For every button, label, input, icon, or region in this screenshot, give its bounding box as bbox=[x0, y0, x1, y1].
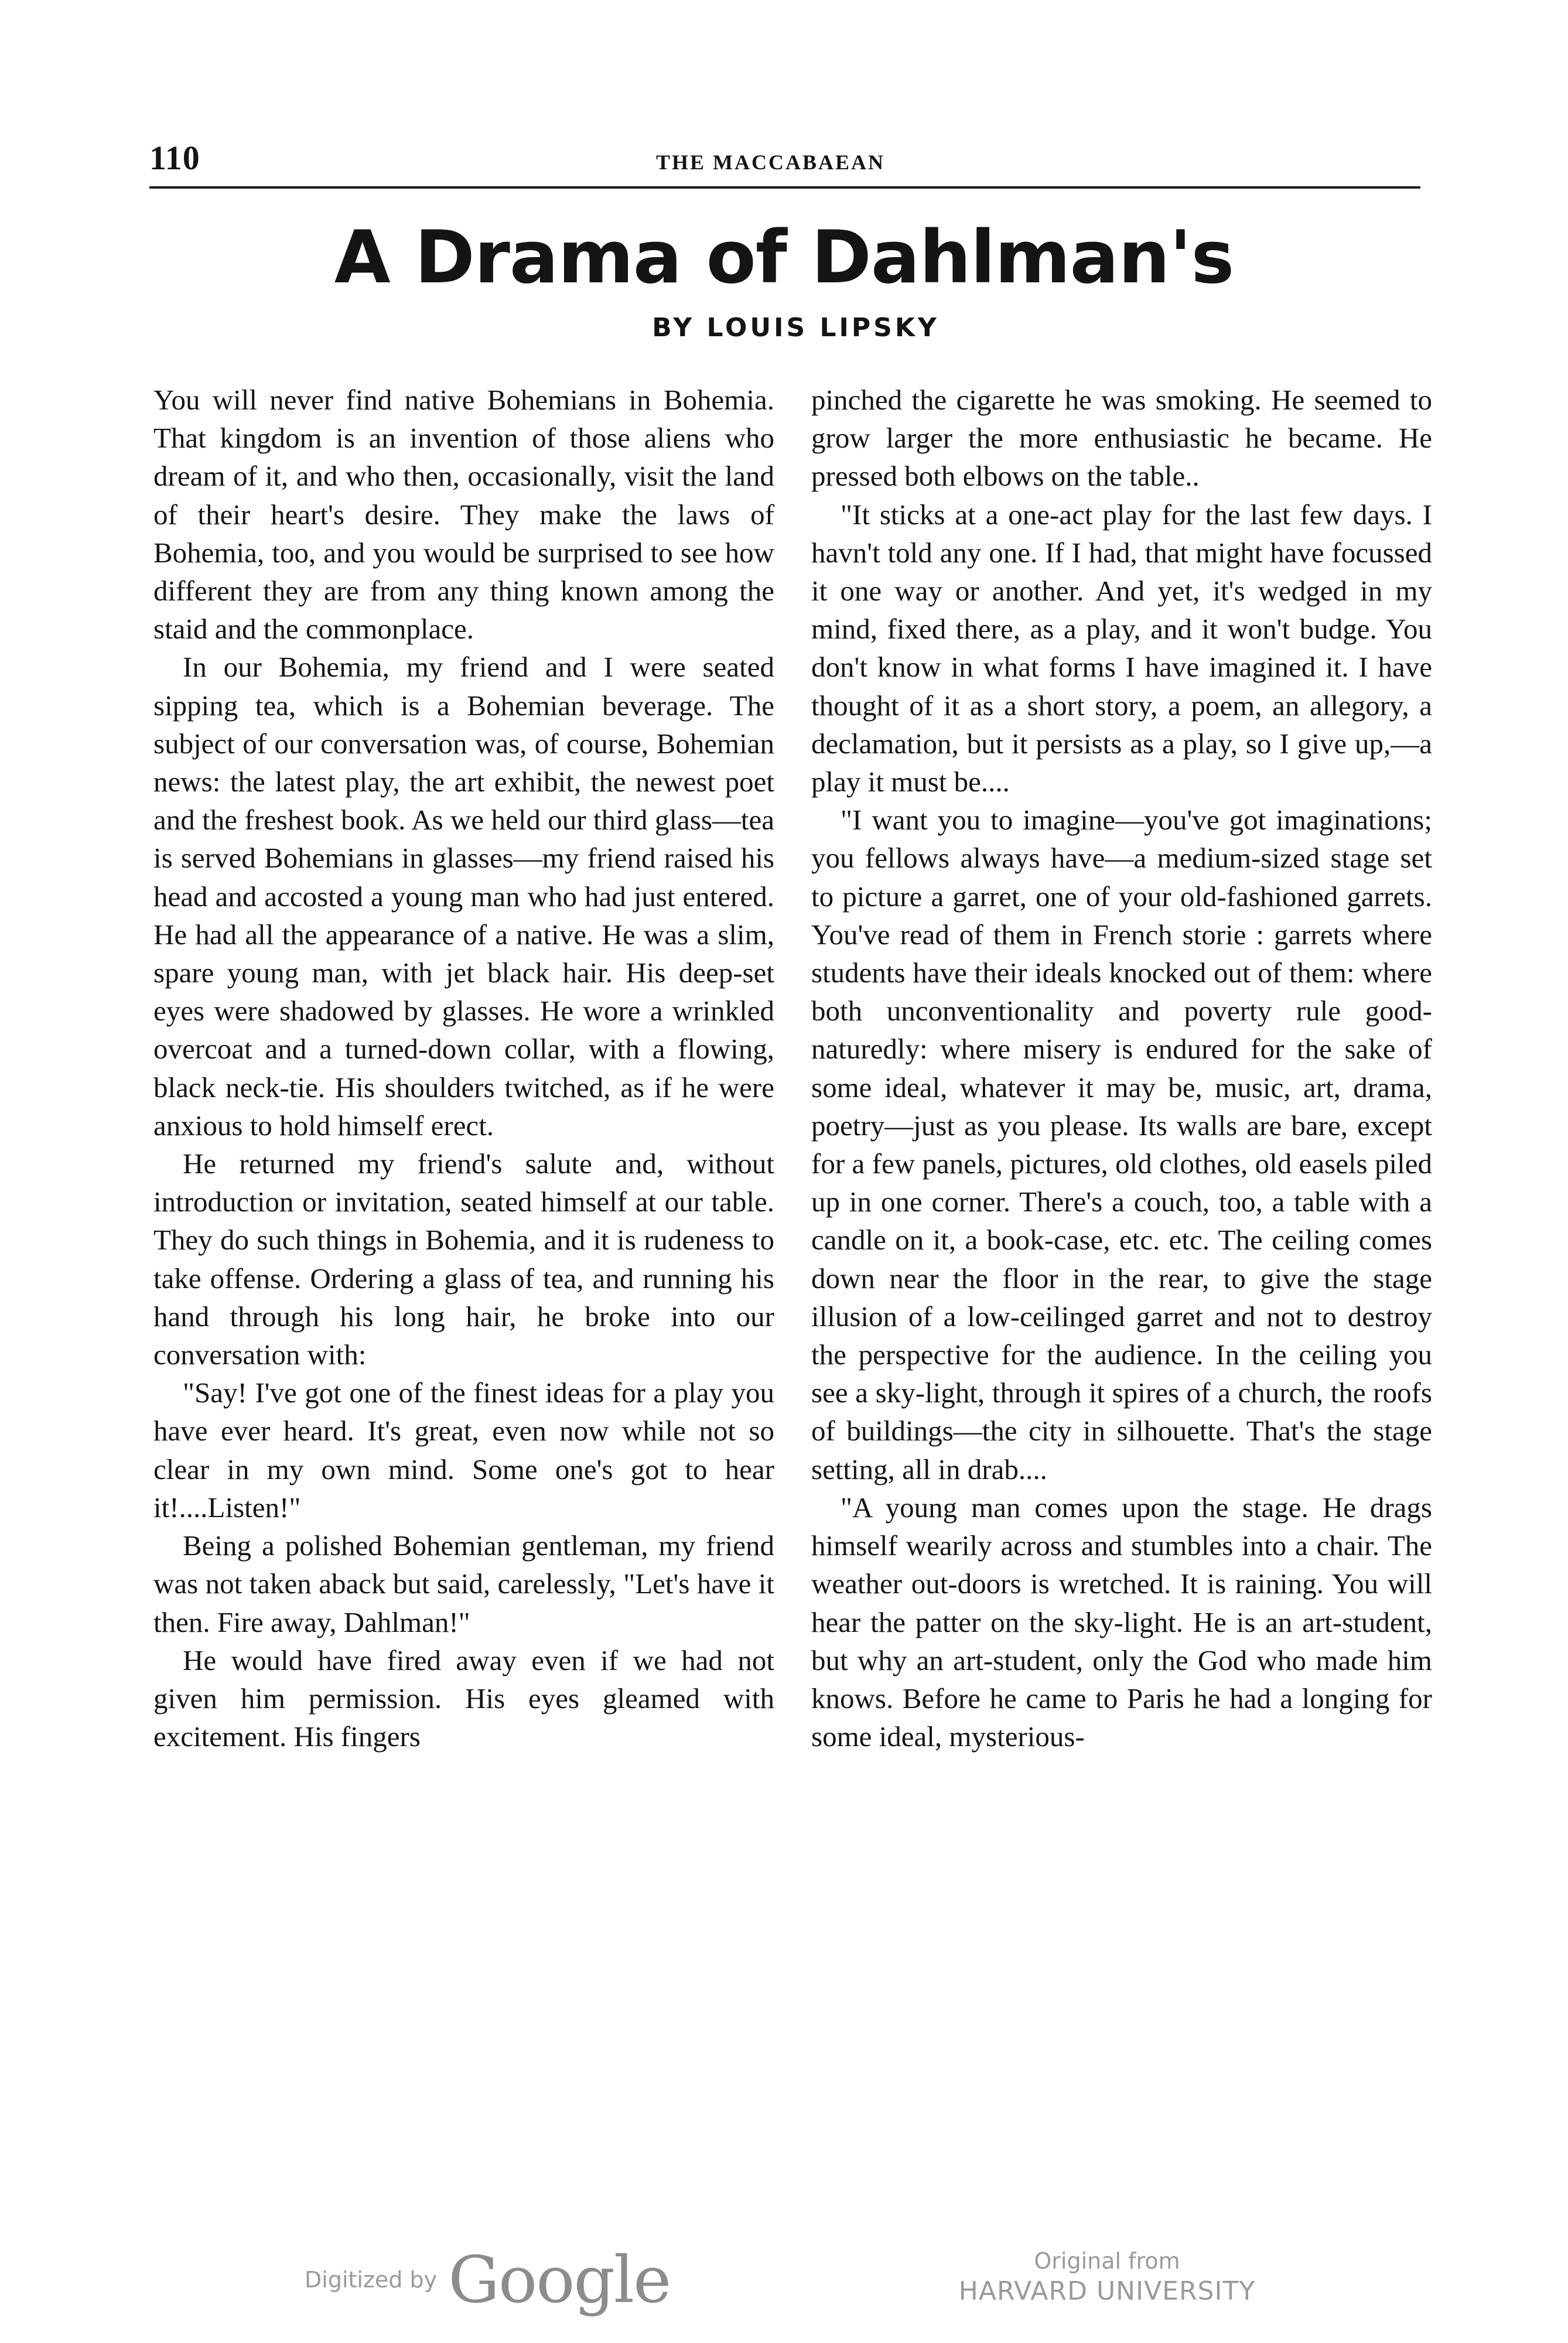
paragraph: "It sticks at a one-act play for the last few days. I havn't told any one. If I had, that might have focussed it one way or another. And yet, it's wedged in my mind, fixed there, as a play, and it won't budge. You don't know in what forms I have imagined it. I have thought of it as a short story, a poem, an allegory, a declamation, but it persists as a play, so I give up,—a play it must be.... bbox=[811, 498, 1432, 798]
institution-label: HARVARD UNIVERSITY bbox=[958, 2276, 1256, 2306]
running-head: THE MACCABAEAN bbox=[656, 151, 886, 174]
paragraph: He would have fired away even if we had not given him permission. His eyes gleamed with excitement. His fingers bbox=[153, 1644, 774, 1753]
header-rule bbox=[149, 186, 1420, 189]
paragraph: Being a polished Bohemian gentleman, my friend was not taken aback but said, carelessly, "Let's have it then. Fire away, Dahlman!" bbox=[153, 1529, 774, 1638]
paragraph: pinched the cigarette he was smoking. He seemed to grow larger the more enthusiastic he became. He pressed both elbows on the table.. bbox=[811, 384, 1432, 493]
digitized-by-label: Digitized by bbox=[305, 2267, 438, 2293]
paragraph: In our Bohemia, my friend and I were seated sipping tea, which is a Bohemian beverage. The subject of our conversation was, of course, Bohemian news: the latest play, the art exhibit, the newest poet and the freshest book. As we held our third glass—tea is served Bohemians in glasses—my friend raised his head and accosted a young man who had just entered. He had all the appearance of a native. He was a slim, spare young man, with jet black hair. His deep-set eyes were shadowed by glasses. He wore a wrinkled overcoat and a turned-down collar, with a flowing, black neck-tie. His shoulders twitched, as if he were anxious to hold himself erect. bbox=[153, 651, 774, 1142]
original-from-watermark bbox=[955, 2248, 1259, 2306]
paragraph: You will never find native Bohemians in Bohemia. That kingdom is an invention of those aliens who dream of it, and who then, occasionally, visit the land of their heart's desire. They make the laws of Bohemia, too, and you would be surprised to see how different they are from any thing known among the staid and the commonplace. bbox=[153, 384, 774, 645]
paragraph: "Say! I've got one of the finest ideas for a play you have ever heard. It's great, even now while not so clear in my own mind. Some one's got to hear it!....Listen!" bbox=[153, 1377, 774, 1524]
paragraph: He returned my friend's salute and, without introduction or invitation, seated himself at our table. They do such things in Bohemia, and it is rudeness to take offense. Ordering a glass of tea, and running his hand through his long hair, he broke into our conversation with: bbox=[153, 1147, 774, 1371]
paragraph: "I want you to imagine—you've got imaginations; you fellows always have—a medium-sized stage set to picture a garret, one of your old-fashioned garrets. You've read of them in French storie : garrets where students have their ideals knocked out of them: where both unconventionality and poverty rule good-naturedly: where misery is endured for the sake of some ideal, whatever it may be, music, art, drama, poetry—just as you please. Its walls are bare, except for a few panels, pictures, old clothes, old easels piled up in one corner. There's a couch, too, a table with a candle on it, a book-case, etc. etc. The ceiling comes down near the floor in the rear, to give the stage illusion of a low-ceilinged garret and not to destroy the perspective for the audience. In the ceiling you see a sky-light, through it spires of a church, the roofs of buildings—the city in silhouette. That's the stage setting, all in drab.... bbox=[811, 804, 1432, 1485]
paragraph: "A young man comes upon the stage. He drags himself wearily across and stumbles into a chair. The weather out-doors is wretched. It is raining. You will hear the patter on the sky-light. He is an art-student, but why an art-student, only the God who made him knows. Before he came to Paris he had a longing for some ideal, mysterious- bbox=[811, 1491, 1432, 1753]
original-from-label: Original from bbox=[1034, 2248, 1180, 2274]
google-logo: Google bbox=[448, 2242, 671, 2317]
right-column bbox=[811, 381, 1432, 1755]
article-title: A Drama of Dahlman's bbox=[334, 216, 1234, 300]
article-byline: BY LOUIS LIPSKY bbox=[652, 313, 940, 343]
left-column bbox=[153, 381, 774, 1755]
page-number: 110 bbox=[149, 139, 200, 177]
digitized-by-watermark bbox=[305, 2242, 670, 2317]
